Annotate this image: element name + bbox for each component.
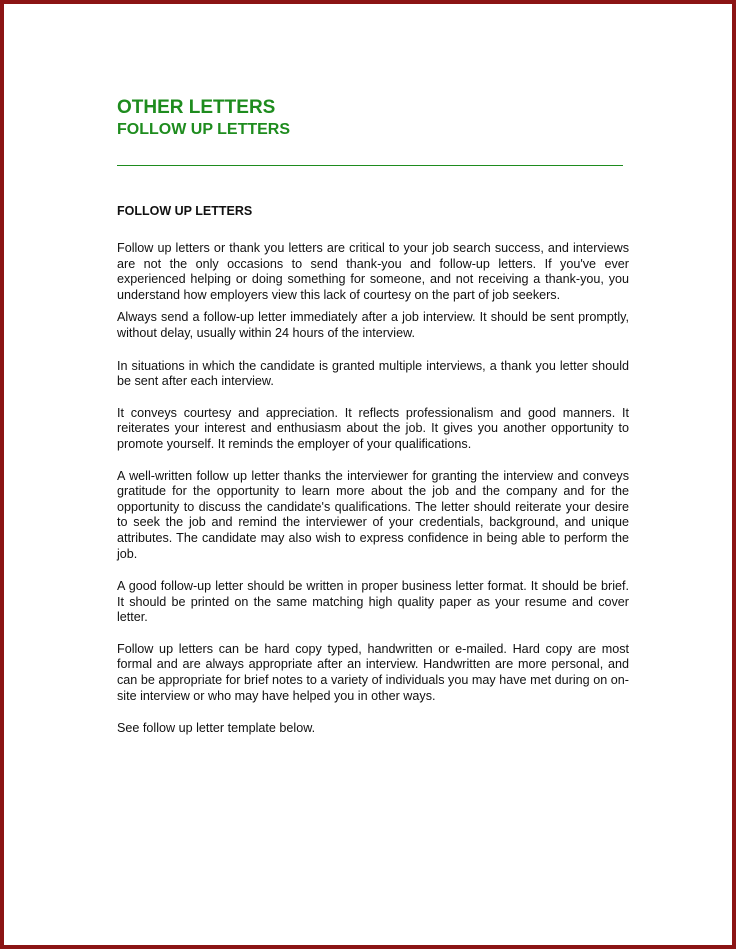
paragraph: See follow up letter template below.: [117, 721, 316, 736]
paragraph: A good follow-up letter should be written in proper business letter format. It should be brief. It should be printed on the same matching high quality paper as your resume and cover letter.: [117, 579, 629, 625]
paragraph: It conveys courtesy and appreciation. It reflects professionalism and good manners. It reiterates your interest and enthusiasm about the job. It gives you another opportunity to promote yourself. It reminds the employer of your qualifications.: [117, 405, 629, 451]
document-body: [117, 97, 629, 737]
paragraph: In situations in which the candidate is granted multiple interviews, a thank you letter should be sent after each interview.: [117, 358, 629, 389]
heading-divider: [117, 165, 623, 166]
page-title: OTHER LETTERS: [117, 97, 276, 118]
paragraph: Follow up letters or thank you letters are critical to your job search success, and interviews are not the only occasions to send thank-you and follow-up letters. If you've ever experienced helping or doing something for someone, and not receiving a thank-you, you understand how employers view this lack of courtesy on the part of job seekers.: [117, 241, 629, 302]
section-title: FOLLOW UP LETTERS: [117, 204, 253, 218]
paragraph: Always send a follow-up letter immediately after a job interview. It should be sent promptly, without delay, usually within 24 hours of the interview.: [117, 310, 629, 340]
page-subtitle: FOLLOW UP LETTERS: [117, 121, 291, 138]
paragraph: Follow up letters can be hard copy typed, handwritten or e-mailed. Hard copy are most formal and are always appropriate after an interview. Handwritten are more personal, and can be appropriate for brief notes to a variety of individuals you may have met during on on-site interview or who may have helped you in other ways.: [117, 641, 629, 703]
paragraph: A well-written follow up letter thanks the interviewer for granting the interview and conveys gratitude for the opportunity to learn more about the job and the company and for the opportunity to discuss the candidate's qualifications. The letter should reiterate your desire to seek the job and remind the interviewer of your credentials, background, and unique attributes. The candidate may also wish to express confidence in being able to perform the job.: [117, 468, 629, 561]
